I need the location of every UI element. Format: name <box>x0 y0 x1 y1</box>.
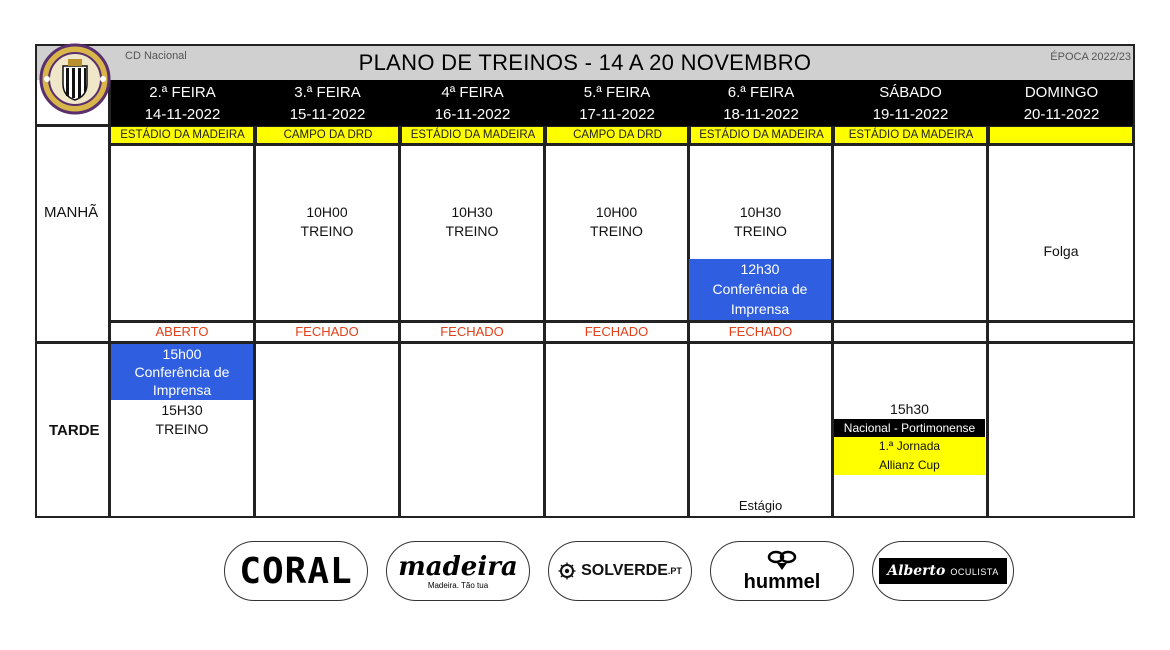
solverde-sun-icon <box>558 562 576 580</box>
club-name: CD Nacional <box>125 50 187 62</box>
day-date: 14-11-2022 <box>144 106 221 123</box>
day-name: SÁBADO <box>879 84 942 101</box>
venue-thu: CAMPO DA DRD <box>546 126 689 144</box>
day-name: DOMINGO <box>1024 84 1099 101</box>
venue-tue: CAMPO DA DRD <box>256 126 400 144</box>
afternoon-fri-camp: Estágio <box>738 498 783 513</box>
venue-mon: ESTÁDIO DA MADEIRA <box>110 126 255 144</box>
day-date: 17-11-2022 <box>579 106 655 123</box>
coral-logo: CORAL <box>239 550 353 592</box>
day-date: 19-11-2022 <box>872 106 949 123</box>
day-name: 2.ª FEIRA <box>149 84 216 101</box>
press-line1: Conferência de <box>712 281 808 297</box>
status-wed: FECHADO <box>440 324 504 339</box>
day-date: 16-11-2022 <box>434 106 511 123</box>
press-time: 12h30 <box>740 261 780 277</box>
hummel-bee-icon <box>767 550 797 572</box>
day-name: 4ª FEIRA <box>441 84 504 101</box>
session-activity: TREINO <box>155 421 209 437</box>
session-activity: TREINO <box>734 223 787 239</box>
madeira-wordmark: madeira <box>398 551 518 582</box>
session-activity: TREINO <box>590 223 643 239</box>
day-date: 15-11-2022 <box>289 106 366 123</box>
hummel-logo <box>744 550 821 592</box>
day-name: 5.ª FEIRA <box>583 84 651 101</box>
afternoon-mon-session <box>111 401 253 439</box>
match-cup: Allianz Cup <box>879 458 940 472</box>
match-round: 1.ª Jornada <box>878 439 941 453</box>
match-box <box>834 419 985 475</box>
venue-fri: ESTÁDIO DA MADEIRA <box>690 126 833 144</box>
session-time: 10H30 <box>451 204 493 220</box>
afternoon-sat-time: 15h30 <box>890 401 929 417</box>
session-time: 10H30 <box>739 204 782 220</box>
venue-wed: ESTÁDIO DA MADEIRA <box>401 126 545 144</box>
status-fri: FECHADO <box>728 324 793 339</box>
match-competition <box>834 437 985 475</box>
madeira-logo <box>398 553 518 590</box>
morning-fri-session <box>690 203 831 241</box>
morning-tue-session <box>256 203 398 241</box>
session-time: 10H00 <box>306 204 348 220</box>
sponsor-madeira <box>386 541 530 601</box>
sponsor-alberto <box>872 541 1014 601</box>
hummel-wordmark: hummel <box>743 571 821 593</box>
session-time: 15H30 <box>161 402 203 418</box>
day-name: 3.ª FEIRA <box>294 84 361 101</box>
press-line1: Conferência de <box>134 364 230 380</box>
morning-sun-rest: Folga <box>1043 243 1079 259</box>
press-conference-fri <box>689 259 831 320</box>
season-label: ÉPOCA 2022/23 <box>1050 51 1131 63</box>
session-time: 10H00 <box>595 204 638 220</box>
club-crest-icon <box>36 42 114 116</box>
match-teams: Nacional - Portimonense <box>834 419 985 437</box>
morning-wed-session <box>401 203 543 241</box>
press-conference-mon <box>111 344 253 400</box>
press-line2: Imprensa <box>152 382 212 398</box>
press-line2: Imprensa <box>730 301 790 317</box>
alberto-oculista-logo <box>879 558 1006 584</box>
status-mon: ABERTO <box>155 324 209 339</box>
page-title: PLANO DE TREINOS - 14 A 20 NOVEMBRO <box>358 50 812 75</box>
session-activity: TREINO <box>445 223 499 239</box>
madeira-tagline: Madeira. Tão tua <box>427 580 489 590</box>
sponsor-coral <box>224 541 368 601</box>
solverde-logo <box>558 562 682 580</box>
morning-thu-session <box>546 203 687 241</box>
sponsor-hummel <box>710 541 854 601</box>
solverde-suffix: .PT <box>667 566 682 576</box>
day-date: 20-11-2022 <box>1023 106 1100 123</box>
period-morning: MANHÃ <box>44 204 99 221</box>
day-date: 18-11-2022 <box>723 106 799 123</box>
day-name: 6.ª FEIRA <box>727 84 795 101</box>
status-tue: FECHADO <box>295 324 359 339</box>
alberto-wordmark: Alberto <box>887 563 946 579</box>
alberto-suffix: OCULISTA <box>950 567 999 577</box>
session-activity: TREINO <box>300 223 354 239</box>
period-afternoon: TARDE <box>49 422 100 439</box>
status-thu: FECHADO <box>584 324 649 339</box>
venue-sat: ESTÁDIO DA MADEIRA <box>834 126 988 144</box>
solverde-wordmark: SOLVERDE <box>581 562 668 579</box>
sponsor-solverde <box>548 541 692 601</box>
press-time: 15h00 <box>162 346 202 362</box>
